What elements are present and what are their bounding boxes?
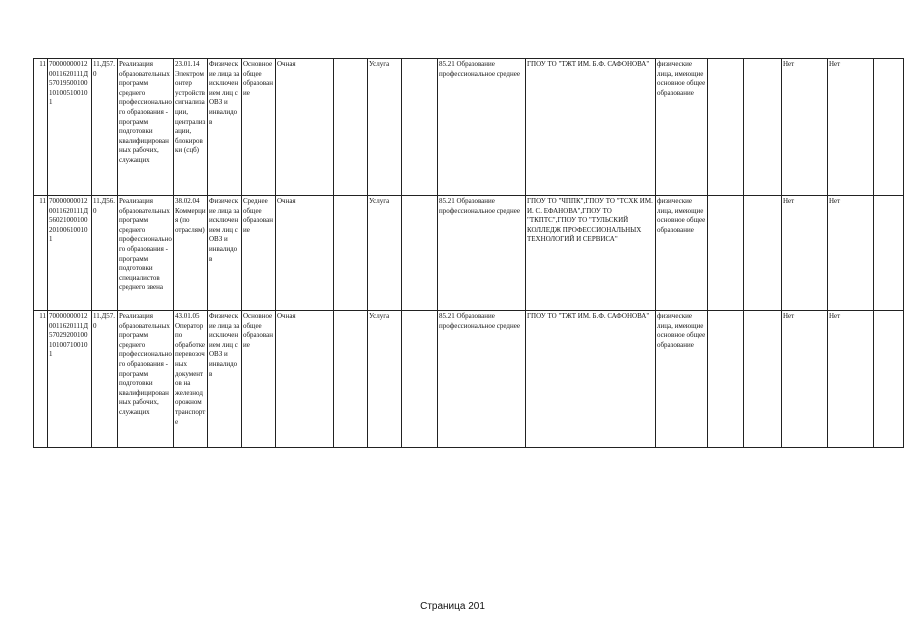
institution-list: ГПОУ ТО "ТЖТ ИМ. Б.Ф. САФОНОВА" — [526, 311, 656, 448]
consumer-category: Физические лица за исключением лиц с ОВЗ и инвалидов — [208, 59, 242, 196]
consumers: физические лица, имеющие основное общее образование — [656, 196, 708, 311]
empty-cell — [402, 311, 438, 448]
okved-code: 85.21 Образование профессиональное среднее — [438, 59, 526, 196]
consumers: физические лица, имеющие основное общее образование — [656, 59, 708, 196]
empty-cell — [334, 196, 368, 311]
flag-cell: Нет — [828, 311, 874, 448]
empty-cell — [402, 196, 438, 311]
specialty: 23.01.14 Электромонтер устройств сигнализации, централизации, блокировки (сцб) — [174, 59, 208, 196]
table-row — [34, 196, 904, 311]
empty-cell — [744, 311, 782, 448]
education-basis: Основное общее образование — [242, 59, 276, 196]
service-code: 11.Д57.0 — [92, 59, 118, 196]
row-number: 11 — [34, 59, 48, 196]
consumers: физические лица, имеющие основное общее образование — [656, 311, 708, 448]
flag-cell: Нет — [782, 196, 828, 311]
education-form: Очная — [276, 311, 334, 448]
specialty: 38.02.04 Коммерция (по отраслям) — [174, 196, 208, 311]
flag-cell: Нет — [828, 59, 874, 196]
empty-cell — [874, 311, 904, 448]
activity-type: Услуга — [368, 311, 402, 448]
empty-cell — [708, 196, 744, 311]
service-code: 11.Д56.0 — [92, 196, 118, 311]
service-name: Реализация образовательных программ среднего профессионального образования - программ подготовки квалифицированных рабочих, служащих — [118, 311, 174, 448]
empty-cell — [334, 59, 368, 196]
activity-type: Услуга — [368, 196, 402, 311]
registry-code: 700000000120011620111Д57019500100101005100101 — [48, 59, 92, 196]
education-basis: Среднее общее образование — [242, 196, 276, 311]
okved-code: 85.21 Образование профессиональное среднее — [438, 311, 526, 448]
education-form: Очная — [276, 59, 334, 196]
consumer-category: Физические лица за исключением лиц с ОВЗ и инвалидов — [208, 311, 242, 448]
registry-code: 700000000120011620111Д56021000100201006100101 — [48, 196, 92, 311]
service-name: Реализация образовательных программ среднего профессионального образования - программ подготовки специалистов среднего звена — [118, 196, 174, 311]
table-row — [34, 311, 904, 448]
table-row — [34, 59, 904, 196]
empty-cell — [874, 59, 904, 196]
empty-cell — [334, 311, 368, 448]
empty-cell — [402, 59, 438, 196]
empty-cell — [744, 59, 782, 196]
empty-cell — [708, 311, 744, 448]
institution-list: ГПОУ ТО "ТЖТ ИМ. Б.Ф. САФОНОВА" — [526, 59, 656, 196]
row-number: 11 — [34, 196, 48, 311]
flag-cell: Нет — [782, 59, 828, 196]
registry-table — [33, 58, 904, 448]
service-code: 11.Д57.0 — [92, 311, 118, 448]
flag-cell: Нет — [782, 311, 828, 448]
education-basis: Основное общее образование — [242, 311, 276, 448]
specialty: 43.01.05 Оператор по обработке перевозочных документов на железнодорожном транспорте — [174, 311, 208, 448]
okved-code: 85.21 Образование профессиональное среднее — [438, 196, 526, 311]
education-form: Очная — [276, 196, 334, 311]
activity-type: Услуга — [368, 59, 402, 196]
flag-cell: Нет — [828, 196, 874, 311]
row-number: 11 — [34, 311, 48, 448]
institution-list: ГПОУ ТО "ЧППК",ГПОУ ТО "ТСХК ИМ. И. С. ЕФАНОВА",ГПОУ ТО "ТКПТС",ГПОУ ТО "ТУЛЬСКИЙ КОЛЛЕДЖ ПРОФЕССИОНАЛЬНЫХ ТЕХНОЛОГИЙ И СЕРВИСА" — [526, 196, 656, 311]
empty-cell — [874, 196, 904, 311]
service-name: Реализация образовательных программ среднего профессионального образования - программ подготовки квалифицированных рабочих, служащих — [118, 59, 174, 196]
empty-cell — [744, 196, 782, 311]
empty-cell — [708, 59, 744, 196]
registry-code: 700000000120011620111Д57029200100101007100101 — [48, 311, 92, 448]
page-number: Страница 201 — [420, 601, 485, 612]
consumer-category: Физические лица за исключением лиц с ОВЗ и инвалидов — [208, 196, 242, 311]
